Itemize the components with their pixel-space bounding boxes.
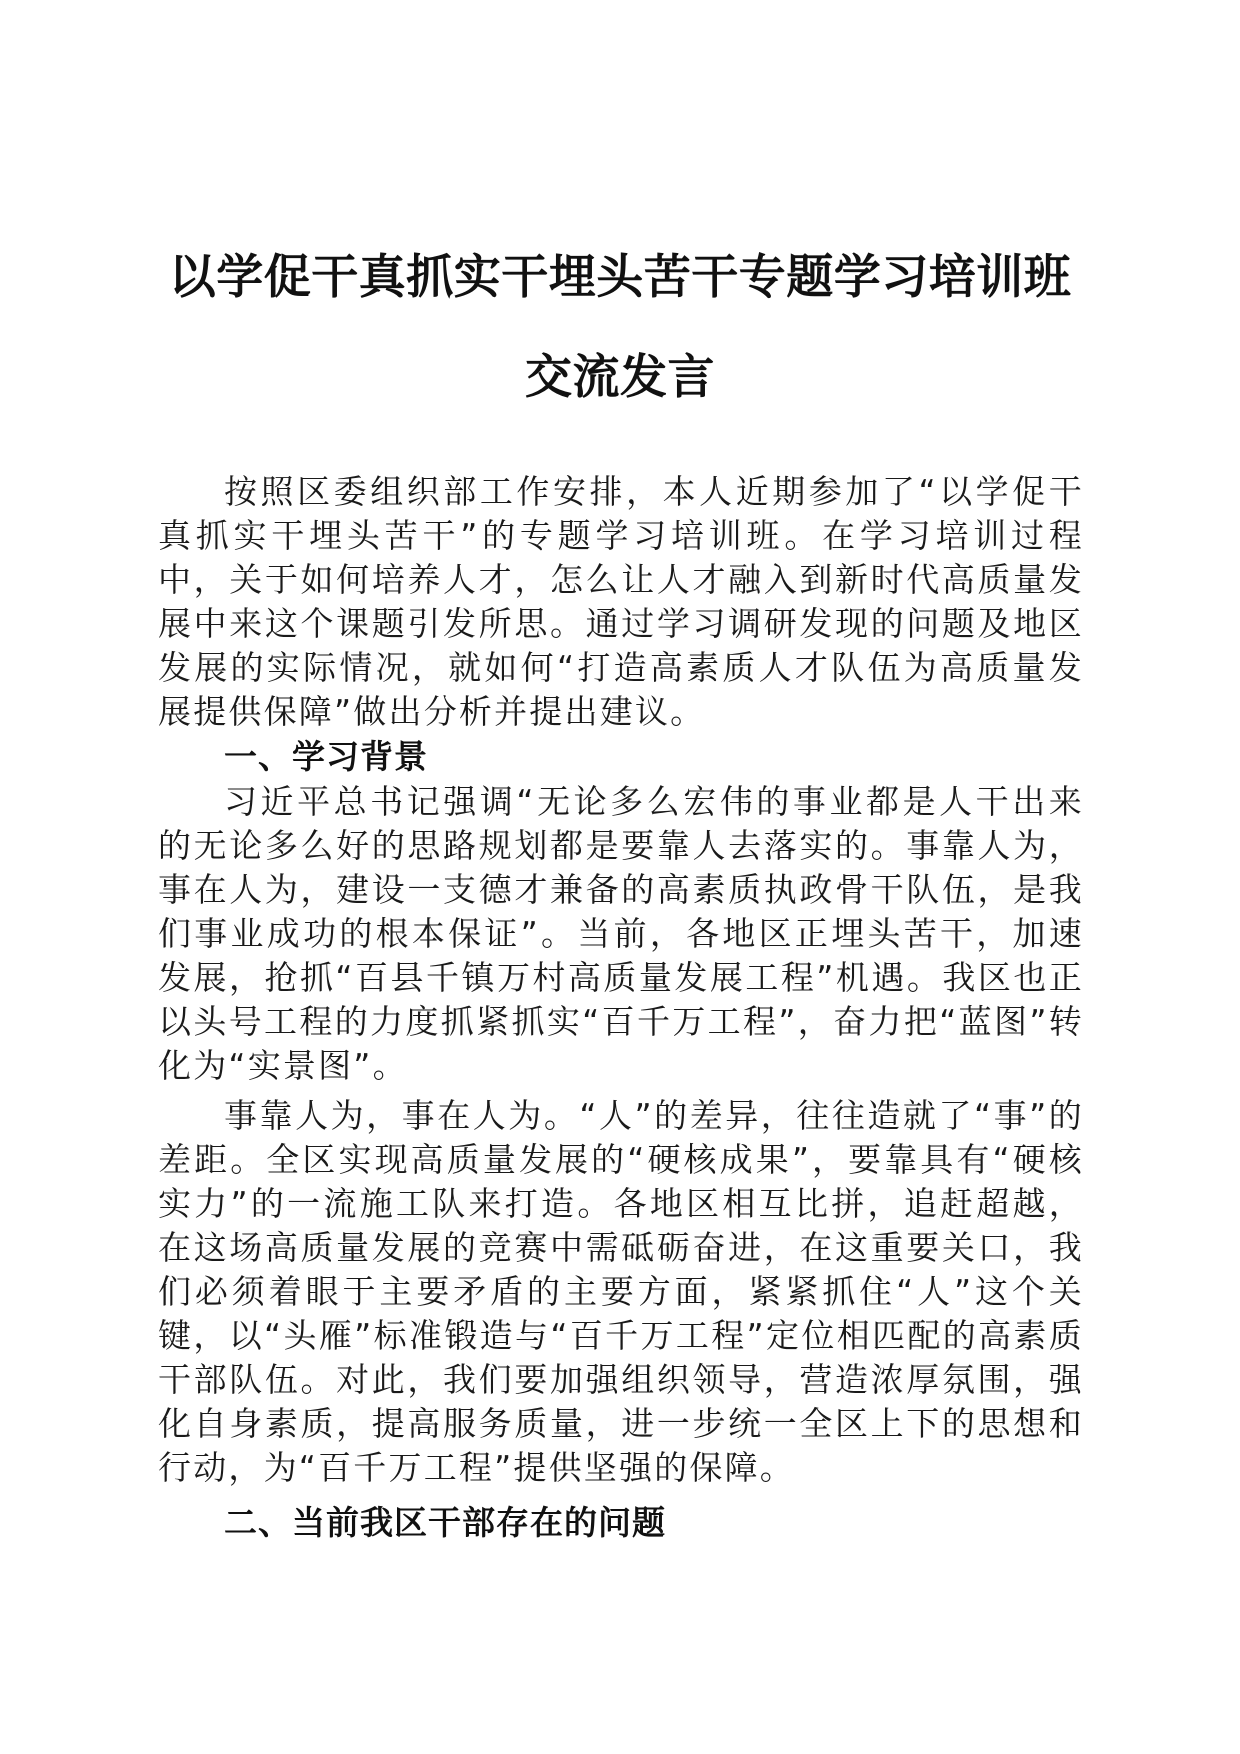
document-title: 以学促干真抓实干埋头苦干专题学习培训班交流发言 (168, 250, 1072, 405)
section-heading-problems: 二、当前我区干部存在的问题 (224, 1503, 666, 1542)
section-heading-background: 一、学习背景 (224, 737, 428, 776)
background-paragraph-2: 事靠人为，事在人为。“人”的差异，往往造就了“事”的差距。全区实现高质量发展的“硬核成果”，要靠具有“硬核实力”的一流施工队来打造。各地区相互比拼，追赶超越，在这场高质量发展的竞赛中需砥砺奋进，在这重要关口，我们必须着眼于主要矛盾的主要方面，紧紧抓住“人”这个关键，以“头雁”标准锻造与“百千万工程”定位相匹配的高素质干部队伍。对此，我们要加强组织领导，营造浓厚氛围，强化自身素质，提高服务质量，进一步统一全区上下的思想和行动，为“百千万工程”提供坚强的保障。 (158, 1096, 1084, 1487)
background-paragraph-1: 习近平总书记强调“无论多么宏伟的事业都是人干出来的无论多么好的思路规划都是要靠人去落实的。事靠人为，事在人为，建设一支德才兼备的高素质执政骨干队伍，是我们事业成功的根本保证”。当前，各地区正埋头苦干，加速发展，抢抓“百县千镇万村高质量发展工程”机遇。我区也正以头号工程的力度抓紧抓实“百千万工程”，奋力把“蓝图”转化为“实景图”。 (158, 782, 1084, 1085)
document-body (158, 470, 1084, 1546)
intro-paragraph: 按照区委组织部工作安排，本人近期参加了“以学促干真抓实干埋头苦干”的专题学习培训班。在学习培训过程中，关于如何培养人才，怎么让人才融入到新时代高质量发展中来这个课题引发所思。通过学习调研发现的问题及地区发展的实际情况，就如何“打造高素质人才队伍为高质量发展提供保障”做出分析并提出建议。 (158, 472, 1084, 731)
